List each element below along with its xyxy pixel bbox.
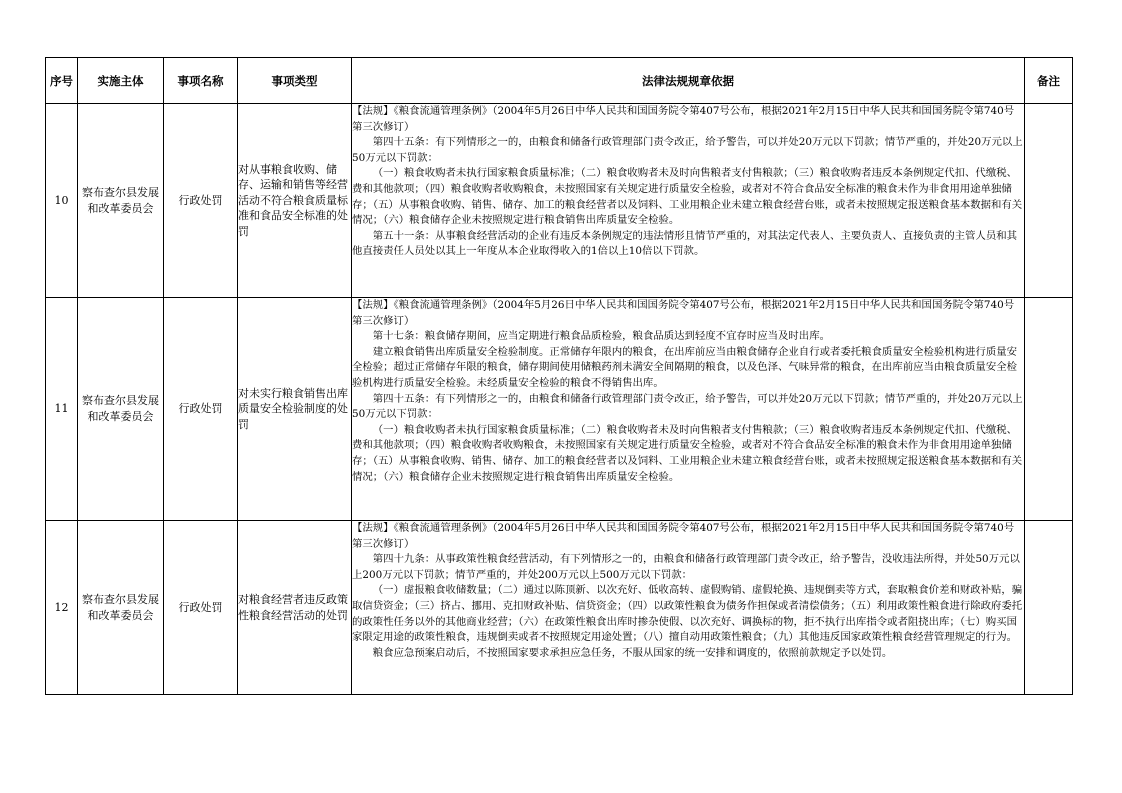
cell-remark (1025, 298, 1073, 521)
table-row (46, 298, 1073, 521)
cell-item-name: 行政处罚 (164, 298, 238, 521)
cell-basis (352, 104, 1025, 298)
cell-subject: 察布查尔县发展和改革委员会 (78, 521, 164, 695)
cell-seq: 12 (46, 521, 78, 695)
cell-item-type: 对未实行粮食销售出库质量安全检验制度的处罚 (238, 298, 352, 521)
basis-paragraph: 【法规】《粮食流通管理条例》（2004年5月26日中华人民共和国国务院令第407号公布，根据2021年2月15日中华人民共和国国务院令第740号第三次修订） (352, 299, 1015, 327)
cell-subject: 察布查尔县发展和改革委员会 (78, 298, 164, 521)
cell-item-type: 对从事粮食收购、储存、运输和销售等经营活动不符合粮食质量标准和食品安全标准的处罚 (238, 104, 352, 298)
cell-remark (1025, 521, 1073, 695)
cell-basis (352, 521, 1025, 695)
basis-paragraph: 建立粮食销售出库质量安全检验制度。正常储存年限内的粮食，在出库前应当由粮食储存企业自行或者委托粮食质量安全检验机构进行质量安全检验；超过正常储存年限的粮食，储存期间使用储粮药剂未满安全间隔期的粮食，以及色泽、气味异常的粮食，在出库前应当由粮食质量安全检验机构进行质量安全检验。未经质量安全检验的粮食不得销售出库。 (352, 345, 1018, 389)
cell-item-type: 对粮食经营者违反政策性粮食经营活动的处罚 (238, 521, 352, 695)
header-remark: 备注 (1025, 58, 1073, 104)
basis-paragraph: 【法规】《粮食流通管理条例》（2004年5月26日中华人民共和国国务院令第407号公布，根据2021年2月15日中华人民共和国国务院令第740号第三次修订） (352, 522, 1015, 550)
regulation-table (45, 57, 1073, 695)
basis-paragraph: 第四十五条：有下列情形之一的，由粮食和储备行政管理部门责令改正，给予警告，可以并处20万元以下罚款；情节严重的，并处20万元以上50万元以下罚款： (352, 136, 1023, 164)
basis-paragraph: 第五十一条：从事粮食经营活动的企业有违反本条例规定的违法情形且情节严重的，对其法定代表人、主要负责人、直接负责的主管人员和其他直接责任人员处以其上一年度从本企业取得收入的1倍以上10倍以下罚款。 (352, 229, 1018, 258)
basis-paragraph: 第十七条：粮食储存期间，应当定期进行粮食品质检验，粮食品质达到轻度不宜存时应当及时出库。 (372, 330, 830, 343)
cell-seq: 10 (46, 104, 78, 298)
basis-paragraph: 粮食应急预案启动后，不按照国家要求承担应急任务，不服从国家的统一安排和调度的，依照前款规定予以处罚。 (372, 646, 893, 659)
basis-paragraph: 第四十五条：有下列情形之一的，由粮食和储备行政管理部门责令改正，给予警告，可以并处20万元以下罚款；情节严重的，并处20万元以上50万元以下罚款： (352, 392, 1023, 421)
header-seq: 序号 (46, 58, 78, 104)
cell-item-name: 行政处罚 (164, 521, 238, 695)
header-row (46, 58, 1073, 104)
header-item-type: 事项类型 (238, 58, 352, 104)
cell-item-name: 行政处罚 (164, 104, 238, 298)
cell-remark (1025, 104, 1073, 298)
basis-paragraph: （一）粮食收购者未执行国家粮食质量标准；（二）粮食收购者未及时向售粮者支付售粮款；（三）粮食收购者违反本条例规定代扣、代缴税、费和其他款项；（四）粮食收购者收购粮食，未按照国家有关规定进行质量安全检验，或者对不符合食品安全标准的粮食未作为非食用用途单独储存；（五）从事粮食收购、销售、储存、加工的粮食经营者以及饲料、工业用粮企业未建立粮食经营台账，或者未按照规定报送粮食基本数据和有关情况；（六）粮食储存企业未按照规定进行粮食销售出库质量安全检验。 (352, 167, 1023, 227)
cell-subject: 察布查尔县发展和改革委员会 (78, 104, 164, 298)
header-basis: 法律法规规章依据 (352, 58, 1025, 104)
cell-basis (352, 298, 1025, 521)
header-subject: 实施主体 (78, 58, 164, 104)
table-row (46, 521, 1073, 695)
header-item-name: 事项名称 (164, 58, 238, 104)
cell-seq: 11 (46, 298, 78, 521)
basis-paragraph: 第四十九条：从事政策性粮食经营活动，有下列情形之一的，由粮食和储备行政管理部门责令改正，给予警告，没收违法所得，并处50万元以上200万元以下罚款；情节严重的，并处200万元以上500万元以下罚款： (352, 553, 1020, 581)
table-row (46, 104, 1073, 298)
basis-paragraph: （一）粮食收购者未执行国家粮食质量标准；（二）粮食收购者未及时向售粮者支付售粮款；（三）粮食收购者违反本条例规定代扣、代缴税、费和其他款项；（四）粮食收购者收购粮食，未按照国家有关规定进行质量安全检验，或者对不符合食品安全标准的粮食未作为非食用用途单独储存；（五）从事粮食收购、销售、储存、加工的粮食经营者以及饲料、工业用粮企业未建立粮食经营台账，或者未按照规定报送粮食基本数据和有关情况；（六）粮食储存企业未按照规定进行粮食销售出库质量安全检验。 (352, 423, 1023, 483)
basis-paragraph: （一）虚报粮食收储数量；（二）通过以陈顶新、以次充好、低收高转、虚假购销、虚假轮换、违规倒卖等方式，套取粮食价差和财政补贴，骗取信贷资金；（三）挤占、挪用、克扣财政补贴、信贷资金；（四）以政策性粮食为债务作担保或者清偿债务；（五）利用政策性粮食进行除政府委托的政策性任务以外的其他商业经营；（六）在政策性粮食出库时掺杂使假、以次充好、调换标的物，拒不执行出库指令或者阻挠出库；（七）购买国家限定用途的政策性粮食，违规倒卖或者不按照规定用途处置；（八）擅自动用政策性粮食；（九）其他违反国家政策性粮食经营管理规定的行为。 (352, 584, 1023, 644)
basis-paragraph: 【法规】《粮食流通管理条例》（2004年5月26日中华人民共和国国务院令第407号公布，根据2021年2月15日中华人民共和国国务院令第740号第三次修订） (352, 105, 1015, 133)
